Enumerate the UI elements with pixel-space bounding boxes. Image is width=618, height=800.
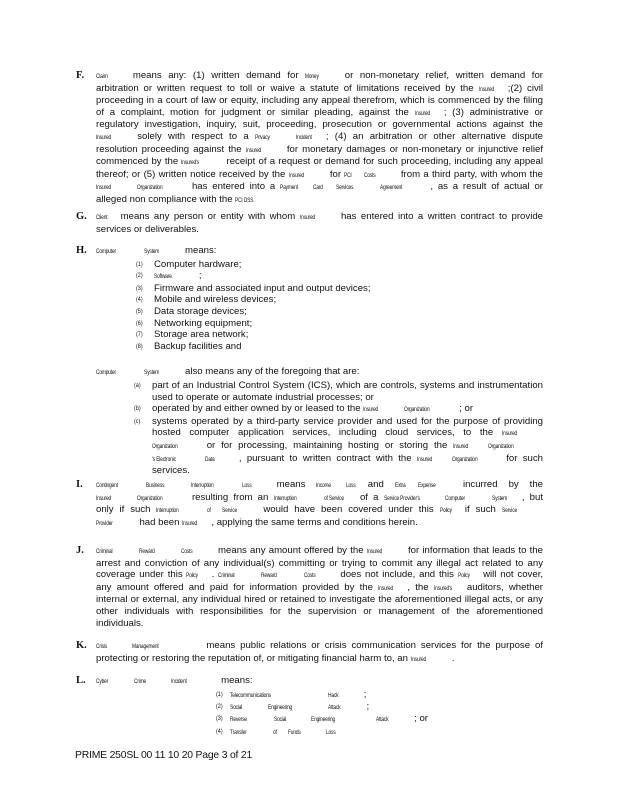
definition-l-cyber-crime-incident xyxy=(76,675,543,738)
list-item: (3) Firmware and associated input and output devices; xyxy=(136,282,371,294)
list-item: (5) Data storage devices; xyxy=(136,305,247,317)
list-item: (6) Networking equipment; xyxy=(136,317,253,329)
defined-term: Service xyxy=(222,507,238,515)
definition-j-criminal-reward-costs xyxy=(76,545,544,629)
defined-term: Organization xyxy=(137,184,163,192)
defined-term: Services xyxy=(335,184,353,192)
computer-system-list xyxy=(136,259,543,353)
list-item: (2) Software ; xyxy=(136,270,202,282)
section-letter: L. xyxy=(76,675,86,686)
defined-term: Policy xyxy=(439,507,452,515)
defined-term: Loss xyxy=(345,482,356,489)
defined-term: Interruption xyxy=(191,482,214,489)
section-letter: J. xyxy=(76,545,84,556)
defined-term: Criminal xyxy=(96,548,113,555)
list-item: (4) Transfer of Funds Loss xyxy=(216,727,336,736)
defined-term: Payment xyxy=(280,184,299,192)
section-letter: G. xyxy=(76,211,87,222)
list-item: (a) part of an Industrial Control System (ICS), which are controls, systems and instrumentation used to operate or automate industrial processes; or xyxy=(134,379,543,403)
defined-term: Data xyxy=(204,455,215,463)
defined-term: Organization xyxy=(488,442,514,450)
list-item: (8) Backup facilities and xyxy=(136,340,242,352)
defined-term: PCI xyxy=(344,171,352,179)
defined-term: Card xyxy=(313,184,323,192)
defined-term: Computer xyxy=(444,494,465,502)
defined-term: Provider xyxy=(96,519,113,527)
defined-term: Computer xyxy=(96,369,116,377)
defined-term: Insured's xyxy=(181,159,200,167)
section-letter: F. xyxy=(76,70,85,81)
defined-term: Policy xyxy=(457,572,470,580)
definition-text: Computer System means: xyxy=(96,245,217,256)
defined-term: Insured xyxy=(288,171,304,179)
defined-term: Insured xyxy=(182,519,198,527)
defined-term: System xyxy=(143,369,159,377)
defined-term: Interruption xyxy=(156,507,179,515)
defined-term: 's Electronic xyxy=(152,455,176,463)
list-item: (3) Reverse Social Engineering Attack ; or xyxy=(216,713,428,725)
section-letter: H. xyxy=(76,245,87,256)
list-item: (4) Mobile and wireless devices; xyxy=(136,294,277,306)
defined-term: Service xyxy=(501,507,517,515)
list-item: (b) operated by and either owned by or leased to the Insured Organization ; or xyxy=(134,403,474,415)
defined-term: Insured's xyxy=(433,584,452,592)
defined-term: Insured xyxy=(501,430,517,438)
defined-term: Cyber xyxy=(96,678,109,685)
list-item: (1) Computer hardware; xyxy=(136,258,242,270)
defined-term: Software xyxy=(154,273,172,281)
defined-term: Incident xyxy=(171,678,187,685)
defined-term: Service Provider's xyxy=(383,494,420,502)
defined-term: Costs xyxy=(364,171,376,179)
also-means-list xyxy=(134,380,543,477)
defined-term: Organization xyxy=(404,406,430,414)
definition-text: Claim means any: (1) written demand for Money or non-monetary relief, written demand for arbitration or written request to toll or waive a statute of limitations received by the Insured ;(2) civil proceeding in a court of law or equity, including any appeal therefrom, which is commenced by the filing of a complaint, motion for judgment or similar pleading, against the Insured ; (3) administrative or regulatory investigation, inquiry, suit, proceeding, prosecution or governmental actions against the Insured solely with respect to a Privacy Incident ; (4) an arbitration or other alternative dispute resolution proceeding against the Insured for monetary damages or non-monetary or injunctive relief commenced by the Insured's receipt of a request or demand for such proceeding, including any appeal thereof; or (5) written notice received by the Insured for PCI Costs from a third party, with whom the Insured Organization has entered into a Payment Card Services Agreement , as a result of actual or alleged non compliance with the PCI DSS. xyxy=(96,70,544,205)
defined-term: of Service xyxy=(324,494,345,502)
defined-term: Insured xyxy=(96,184,112,192)
defined-term: Incident xyxy=(295,133,312,141)
defined-term: Crime xyxy=(133,678,146,685)
defined-term: of xyxy=(207,507,212,515)
definition-i-contingent-business-interruption-loss xyxy=(76,479,544,529)
defined-term: Organization xyxy=(152,442,178,450)
list-item: (7) Storage area network; xyxy=(136,329,249,341)
defined-term: Policy xyxy=(186,572,199,580)
defined-term: PCI DSS. xyxy=(235,196,255,204)
defined-term: Insured xyxy=(478,85,494,93)
defined-term: Client xyxy=(96,214,108,221)
defined-term: Insured xyxy=(245,146,261,154)
section-letter: I. xyxy=(76,479,83,490)
defined-term: Business xyxy=(145,482,165,489)
defined-term: Criminal xyxy=(218,572,235,580)
defined-term: Money xyxy=(305,73,319,80)
defined-term: Organization xyxy=(137,494,163,502)
cyber-crime-incident-list xyxy=(216,689,543,739)
defined-term: System xyxy=(492,494,508,502)
defined-term: Insured xyxy=(366,548,382,555)
definition-h-computer-system xyxy=(76,245,543,477)
defined-term: Loss xyxy=(242,482,252,489)
defined-term: Expense xyxy=(418,482,436,489)
definition-text: Crisis Management means public relations or crisis communication services for the purpose of protecting or restoring the reputation of, or mitigating financial harm to, an Insured . xyxy=(96,640,543,664)
defined-term: Insured xyxy=(96,133,112,141)
defined-term: Organization xyxy=(451,455,477,463)
page-footer: PRIME 250SL 00 11 10 20 Page 3 of 21 xyxy=(75,750,253,761)
defined-term: Costs xyxy=(181,548,193,555)
defined-term: Claim xyxy=(96,73,108,80)
defined-term: Insured xyxy=(363,406,379,414)
defined-term: Insured xyxy=(378,584,394,592)
defined-term: Crisis xyxy=(96,643,108,650)
defined-term: Income xyxy=(316,482,332,489)
defined-term: Contingent xyxy=(96,482,118,489)
definition-g-client xyxy=(76,211,543,235)
list-item: (1) Telecommunications Hack ; xyxy=(216,688,367,700)
defined-term: Reward xyxy=(261,572,278,580)
definition-k-crisis-management xyxy=(76,640,543,665)
defined-term: Computer xyxy=(96,248,116,255)
defined-term: Costs xyxy=(303,572,316,580)
section-letter: K. xyxy=(76,640,87,651)
defined-term: Agreement xyxy=(379,184,403,192)
defined-term: Insured xyxy=(96,494,112,502)
defined-term: Insured xyxy=(416,455,432,463)
also-means-text: Computer System also means any of the foregoing that are: xyxy=(96,366,360,378)
defined-term: Insured xyxy=(410,655,426,663)
defined-term: Reward xyxy=(139,548,155,555)
list-item: (2) Social Engineering Attack ; xyxy=(216,701,370,712)
defined-term: Privacy xyxy=(254,133,270,141)
defined-term: Insured xyxy=(414,109,430,117)
defined-term: Insured xyxy=(299,214,315,221)
defined-term: Insured xyxy=(453,442,469,450)
defined-term: Extra xyxy=(394,482,406,489)
defined-term: Interruption xyxy=(273,494,297,502)
definition-text: Client means any person or entity with whom Insured has entered into a written contract to provide services or deliverables. xyxy=(96,211,543,235)
definition-text: Criminal Reward Costs means any amount offered by the Insured for information that leads to the arrest and conviction of any individual(s) committing or trying to commit any illegal act related to any coverage under this Policy . Criminal Reward Costs does not include, and this Policy will not cover, any amount offered and paid for information provided by the Insured , the Insured's auditors, whether internal or external, any individual hired or retained to investigate the aforementioned illegal acts, or any other individuals with responsibilities for the supervision or management of the aforementioned individuals. xyxy=(96,545,544,629)
definition-f-claim xyxy=(76,70,544,207)
definition-text: Contingent Business Interruption Loss means Income Loss and Extra Expense incurred by the Insured Organization resulting from an Interruption of Service of a Service Provider's Computer System , but only if such Interruption of Service would have been covered under this Policy if such ServiceProvider had been Insured , applying the same terms and conditions herein. xyxy=(96,479,544,528)
list-item: (c) systems operated by a third-party service provider and used for the purpose of providing hosted computer application services, including cloud services, to the InsuredOrganization or for processing, maintaining hosting or storing the Insured Organization's Electronic Data , pursuant to written contract with the Insured Organization for such services. xyxy=(134,415,543,477)
defined-term: Management xyxy=(132,643,159,650)
defined-term: System xyxy=(143,248,159,255)
definition-text: Cyber Crime Incident means: xyxy=(96,675,253,686)
